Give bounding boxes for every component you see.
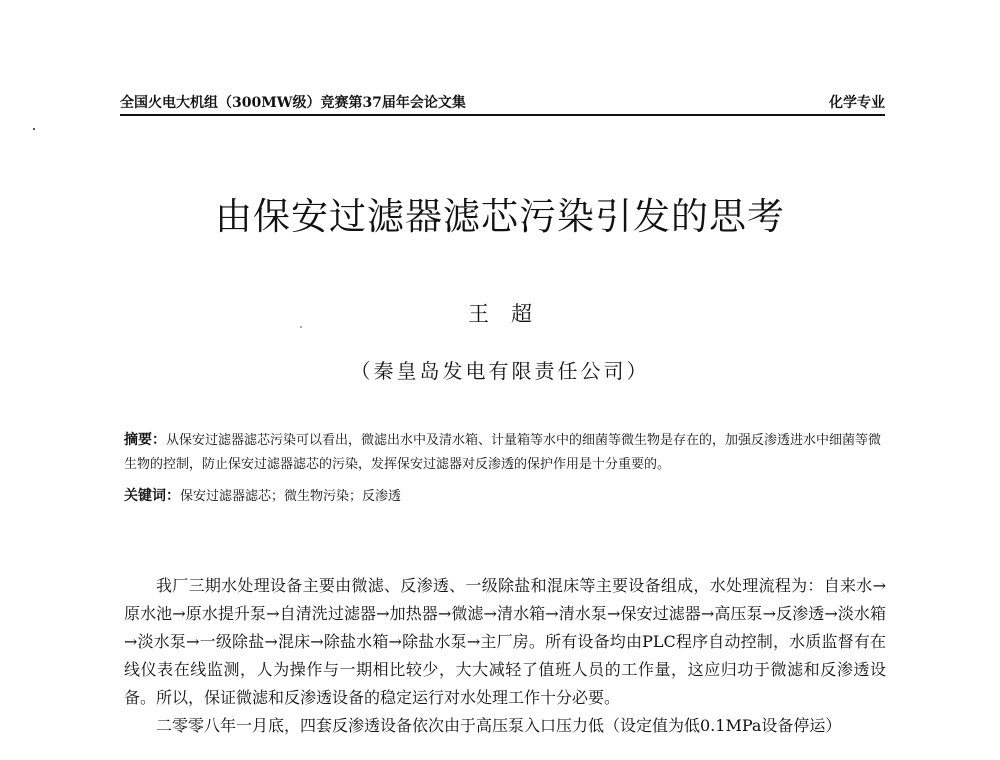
header-section: 化学专业 — [829, 95, 885, 111]
keywords-label: 关键词： — [124, 488, 180, 504]
keywords-text: 保安过滤器滤芯；微生物污染；反渗透 — [180, 489, 402, 504]
header-proceedings-title: 全国火电大机组（300MW级）竞赛第37届年会论文集 — [120, 95, 466, 111]
author-affiliation: （秦皇岛发电有限责任公司） — [350, 359, 650, 383]
abstract-text: 从保安过滤器滤芯污染可以看出，微滤出水中及清水箱、计量箱等水中的细菌等微生物是存在的，加强反渗透进水中细菌等微生物的控制，防止保安过滤器滤芯的污染，发挥保安过滤器对反渗透的保护作用是十分重要的。 — [124, 433, 882, 472]
keywords — [124, 484, 884, 509]
paper-title: 由保安过滤器滤芯污染引发的思考 — [215, 195, 785, 238]
abstract-label: 摘要： — [124, 432, 166, 448]
body-text — [124, 572, 886, 740]
abstract — [124, 428, 884, 477]
body-paragraph: 我厂三期水处理设备主要由微滤、反渗透、一级除盐和混床等主要设备组成，水处理流程为：自来水→原水池→原水提升泵→自清洗过滤器→加热器→微滤→清水箱→清水泵→保安过滤器→高压泵→反渗透→淡水箱→淡水泵→一级除盐→混床→除盐水箱→除盐水泵→主厂房。所有设备均由PLC程序自动控制，水质监督有在线仪表在线监测，人为操作与一期相比较少，大大减轻了值班人员的工作量，这应归功于微滤和反渗透设备。所以，保证微滤和反渗透设备的稳定运行对水处理工作十分必要。 — [124, 576, 886, 707]
running-header — [120, 88, 885, 116]
author-name: 王超 — [468, 302, 554, 326]
scan-speck — [33, 128, 35, 130]
body-paragraph: 二零零八年一月底，四套反渗透设备依次由于高压泵入口压力低（设定值为低0.1MPa设备停运） — [156, 716, 842, 735]
